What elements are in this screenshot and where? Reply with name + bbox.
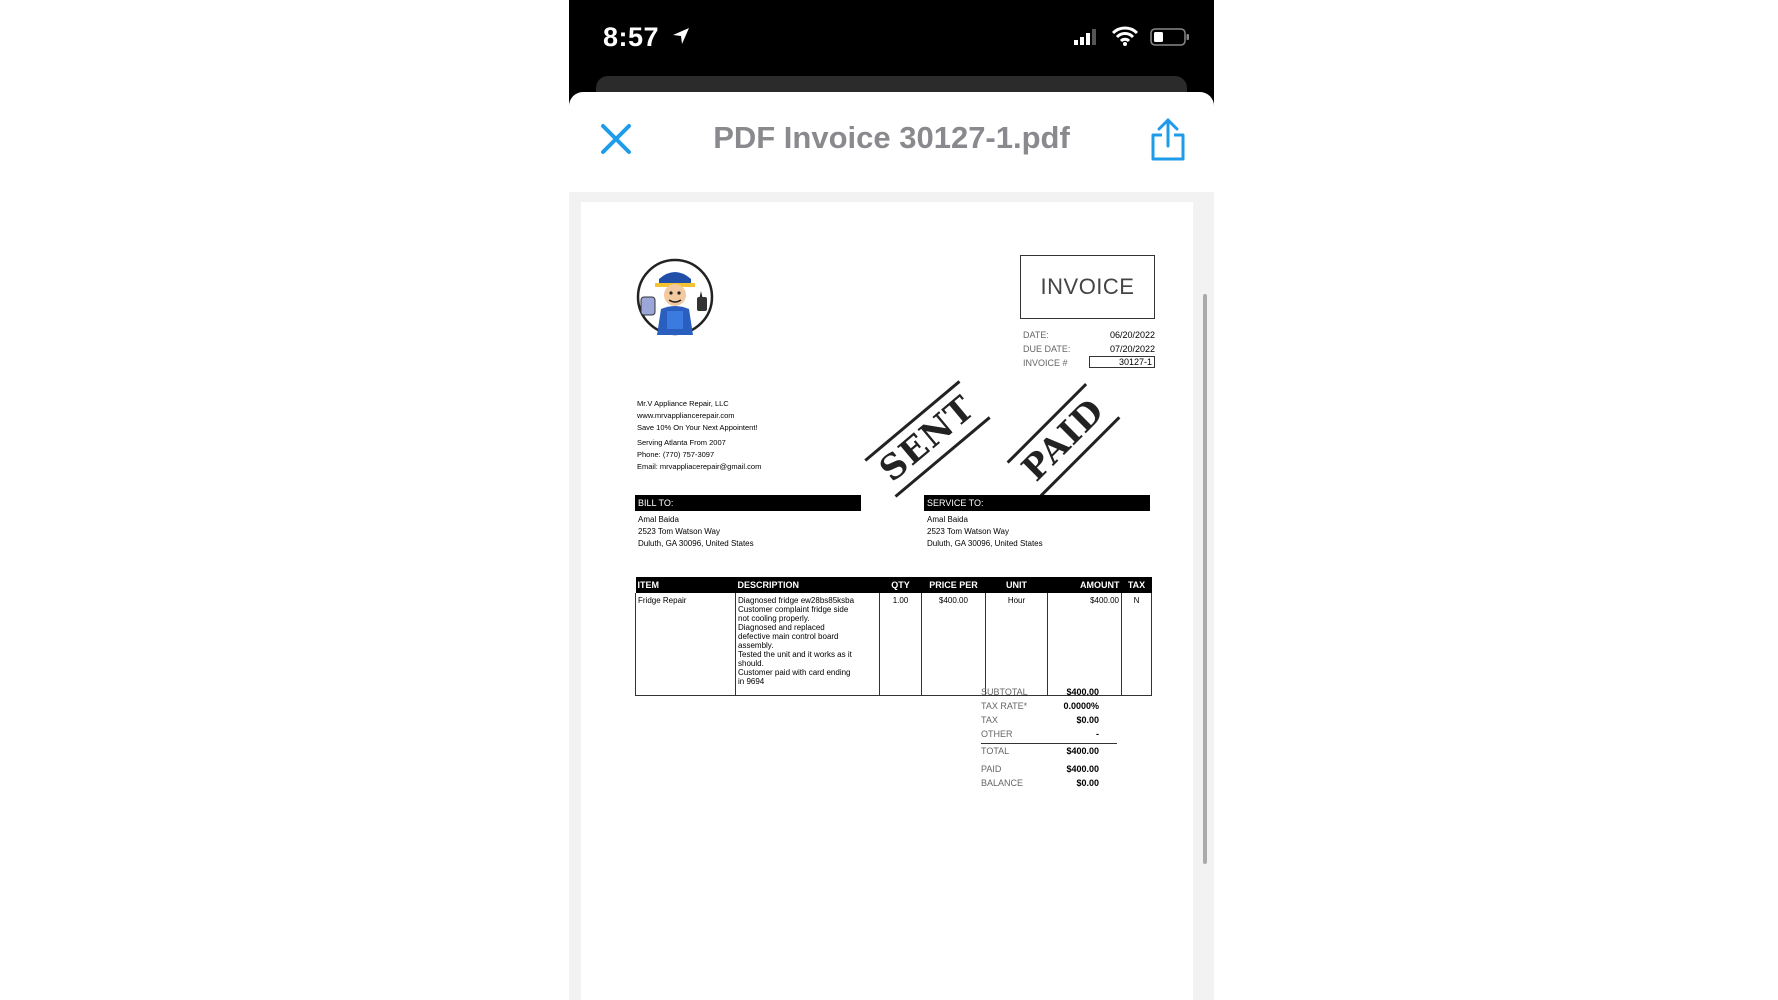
bill-to-street: 2523 Tom Watson Way xyxy=(638,527,720,536)
battery-icon xyxy=(1150,28,1190,46)
sent-stamp xyxy=(864,380,990,497)
company-logo-icon xyxy=(633,257,717,337)
tax-rate-label: TAX RATE* xyxy=(981,701,1028,711)
service-to-street: 2523 Tom Watson Way xyxy=(927,527,1009,536)
row-tax: N xyxy=(1122,593,1152,696)
total-value: $400.00 xyxy=(1066,746,1099,756)
paid-value: $400.00 xyxy=(1066,764,1099,774)
invoice-number-value: 30127-1 xyxy=(1089,356,1155,368)
invoice-meta xyxy=(1023,330,1155,372)
company-name: Mr.V Appliance Repair, LLC xyxy=(637,399,729,408)
company-serving: Serving Atlanta From 2007 xyxy=(637,438,726,447)
company-website: www.mrvappliancerepair.com xyxy=(637,411,735,420)
paid-label: PAID xyxy=(981,764,1002,774)
tax-rate-value: 0.0000% xyxy=(1063,701,1099,711)
close-icon[interactable] xyxy=(599,122,633,156)
service-to-heading: SERVICE TO: xyxy=(924,495,1150,511)
paid-row xyxy=(981,764,1117,778)
description-line: Customer complaint fridge side xyxy=(738,605,849,614)
cellular-signal-icon xyxy=(1074,29,1098,45)
subtotal-row xyxy=(981,687,1117,701)
invoice-number-row xyxy=(1023,358,1155,372)
row-unit: Hour xyxy=(986,593,1048,696)
wifi-icon xyxy=(1112,26,1138,46)
row-item: Fridge Repair xyxy=(636,593,736,696)
row-description xyxy=(736,593,880,696)
description-line: in 9694 xyxy=(738,677,765,686)
row-amount: $400.00 xyxy=(1048,593,1122,696)
pdf-page xyxy=(581,202,1193,1000)
status-time: 8:57 xyxy=(603,22,660,52)
service-to-city: Duluth, GA 30096, United States xyxy=(927,539,1043,548)
col-qty: QTY xyxy=(880,577,922,593)
col-tax: TAX xyxy=(1122,577,1152,593)
col-amount: AMOUNT xyxy=(1048,577,1122,593)
description-line: should. xyxy=(738,659,764,668)
bill-to-city: Duluth, GA 30096, United States xyxy=(638,539,754,548)
company-promo: Save 10% On Your Next Appointent! xyxy=(637,423,758,432)
paid-stamp-text: PAID xyxy=(1007,383,1121,497)
date-value: 06/20/2022 xyxy=(1109,330,1155,340)
col-unit: UNIT xyxy=(986,577,1048,593)
tax-value: $0.00 xyxy=(1076,715,1099,725)
description-line: Diagnosed and replaced xyxy=(738,623,825,632)
company-info xyxy=(637,398,761,473)
vertical-scrollbar[interactable] xyxy=(1203,294,1207,864)
description-line: Tested the unit and it works as it xyxy=(738,650,852,659)
phone-screen xyxy=(569,0,1214,1000)
date-label: DATE: xyxy=(1023,330,1049,340)
tax-row xyxy=(981,715,1117,729)
total-label: TOTAL xyxy=(981,746,1010,756)
due-date-label: DUE DATE: xyxy=(1023,344,1071,354)
table-row xyxy=(636,593,1152,696)
pdf-preview-sheet xyxy=(569,92,1214,1000)
col-item: ITEM xyxy=(636,577,736,593)
bill-to-name: Amal Baida xyxy=(638,515,679,524)
col-description: DESCRIPTION xyxy=(736,577,880,593)
other-label: OTHER xyxy=(981,729,1013,739)
tax-label: TAX xyxy=(981,715,998,725)
description-line: defective main control board xyxy=(738,632,839,641)
share-icon[interactable] xyxy=(1148,118,1188,162)
col-price: PRICE PER xyxy=(922,577,986,593)
line-items-table xyxy=(635,577,1152,696)
total-row xyxy=(981,746,1117,760)
other-value: - xyxy=(1096,729,1099,739)
sent-stamp-text: SENT xyxy=(864,380,990,497)
tax-rate-row xyxy=(981,701,1117,715)
pdf-viewer[interactable] xyxy=(569,192,1214,1000)
date-row xyxy=(1023,330,1155,344)
balance-label: BALANCE xyxy=(981,778,1024,788)
company-phone: Phone: (770) 757-3097 xyxy=(637,450,715,459)
totals-block xyxy=(981,687,1117,792)
balance-value: $0.00 xyxy=(1076,778,1099,788)
other-row xyxy=(981,729,1117,744)
description-line: not cooling properly. xyxy=(738,614,810,623)
invoice-number-label: INVOICE # xyxy=(1023,358,1068,368)
paid-stamp xyxy=(1007,383,1121,497)
nav-bar xyxy=(569,92,1214,188)
subtotal-label: SUBTOTAL xyxy=(981,687,1028,697)
description-line: Diagnosed fridge ew28bs85ksba xyxy=(738,596,855,605)
due-date-value: 07/20/2022 xyxy=(1109,344,1155,354)
subtotal-value: $400.00 xyxy=(1066,687,1099,697)
document-title: PDF Invoice 30127-1.pdf xyxy=(713,120,1070,155)
bill-to-block xyxy=(635,495,861,550)
service-to-block xyxy=(924,495,1150,550)
row-price: $400.00 xyxy=(922,593,986,696)
row-qty: 1.00 xyxy=(880,593,922,696)
balance-row xyxy=(981,778,1117,792)
description-line: assembly. xyxy=(738,641,774,650)
invoice-heading: INVOICE xyxy=(1020,255,1155,319)
status-bar xyxy=(569,0,1214,80)
description-line: Customer paid with card ending xyxy=(738,668,851,677)
bill-to-heading: BILL TO: xyxy=(635,495,861,511)
location-arrow-icon xyxy=(671,26,691,46)
company-email: Email: mrvappliacerepair@gmail.com xyxy=(637,462,762,471)
service-to-name: Amal Baida xyxy=(927,515,968,524)
table-header-row xyxy=(636,577,1152,593)
